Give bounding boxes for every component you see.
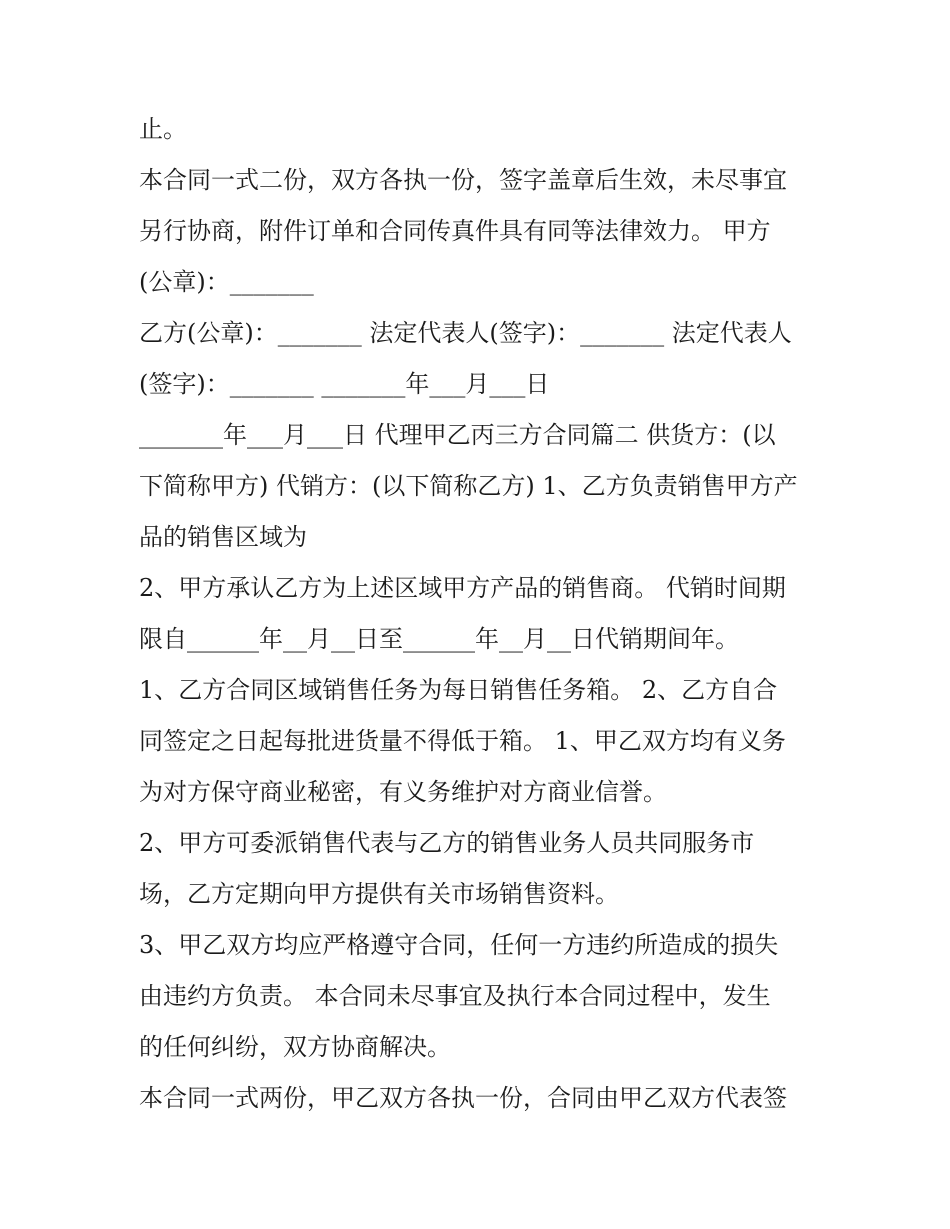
text-line: 2、甲方承认乙方为上述区域甲方产品的销售商。 代销时间期 [139, 574, 786, 602]
text-line: 乙方(公章)：_______ 法定代表人(签字)：_______ 法定代表人 [139, 319, 792, 347]
text-line: (公章)：_______ [139, 268, 314, 296]
text-line: 由违约方负责。 本合同未尽事宜及执行本合同过程中，发生 [139, 982, 771, 1010]
text-line: 的任何纠纷，双方协商解决。 [139, 1033, 451, 1061]
text-line: 同签定之日起每批进货量不得低于箱。 1、甲乙双方均有义务 [139, 727, 786, 755]
text-line: 3、甲乙双方均应严格遵守合同，任何一方违约所造成的损失 [139, 931, 779, 959]
text-line: 止。 [139, 115, 187, 143]
text-line: 场，乙方定期向甲方提供有关市场销售资料。 [139, 880, 619, 908]
text-line: 为对方保守商业秘密，有义务维护对方商业信誉。 [139, 778, 667, 806]
text-line: 限自______年__月__日至______年__月__日代销期间年。 [139, 625, 739, 653]
text-line: 本合同一式二份，双方各执一份，签字盖章后生效，未尽事宜 [139, 166, 787, 194]
text-line: 本合同一式两份，甲乙双方各执一份，合同由甲乙双方代表签 [139, 1084, 787, 1112]
text-line: 2、甲方可委派销售代表与乙方的销售业务人员共同服务市 [139, 829, 755, 857]
text-line: _______年___月___日 代理甲乙丙三方合同篇二 供货方：(以 [139, 421, 776, 449]
text-line: 下简称甲方) 代销方：(以下简称乙方) 1、乙方负责销售甲方产 [139, 472, 798, 500]
contract-text [139, 104, 829, 1124]
text-line: 品的销售区域为 [139, 523, 307, 551]
text-line: (签字)：_______ _______年___月___日 [139, 370, 550, 398]
text-line: 1、乙方合同区域销售任务为每日销售任务箱。 2、乙方自合 [139, 676, 778, 704]
text-line: 另行协商，附件订单和合同传真件具有同等法律效力。 甲方 [139, 217, 771, 245]
